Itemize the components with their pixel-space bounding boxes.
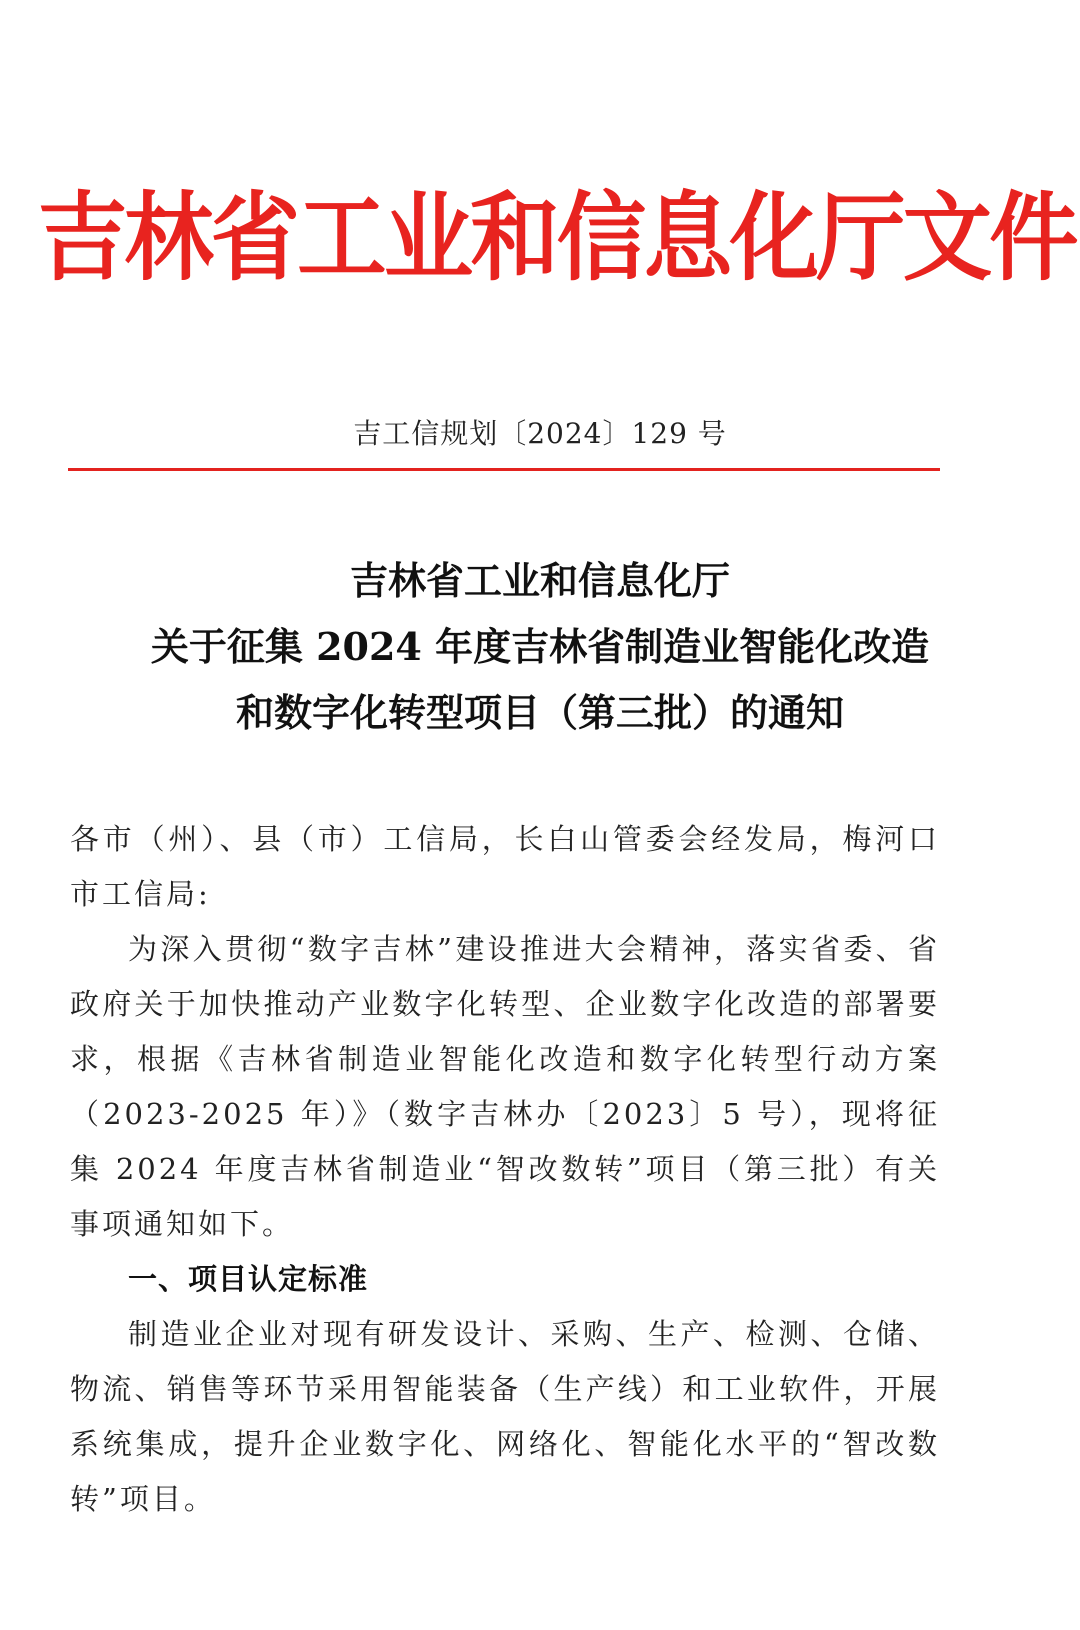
document-title bbox=[0, 548, 1080, 746]
section-1-paragraph: 制造业企业对现有研发设计、采购、生产、检测、仓储、物流、销售等环节采用智能装备（生产线）和工业软件，开展系统集成，提升企业数字化、网络化、智能化水平的“智改数转”项目。 bbox=[70, 1317, 940, 1516]
title-line-2: 关于征集 2024 年度吉林省制造业智能化改造 bbox=[150, 624, 930, 669]
red-divider-line bbox=[68, 468, 940, 471]
section-heading-1: 一、项目认定标准 bbox=[128, 1262, 369, 1296]
title-line-1: 吉林省工业和信息化厅 bbox=[349, 558, 730, 603]
document-masthead: 吉林省工业和信息化厅文件 bbox=[37, 181, 1076, 294]
intro-paragraph: 为深入贯彻“数字吉林”建设推进大会精神，落实省委、省政府关于加快推动产业数字化转型、企业数字化改造的部署要求，根据《吉林省制造业智能化改造和数字化转型行动方案（2023-2025 年）》（数字吉林办〔2023〕5 号），现将征集 2024 年度吉林省制造业“智改数转”项目（第三批）有关事项通知如下。 bbox=[70, 932, 940, 1241]
document-body bbox=[70, 812, 940, 1527]
title-line-3: 和数字化转型项目（第三批）的通知 bbox=[235, 690, 844, 735]
document-number: 吉工信规划〔2024〕129 号 bbox=[353, 417, 727, 450]
addressee: 各市（州）、县（市）工信局，长白山管委会经发局，梅河口市工信局: bbox=[70, 822, 940, 911]
